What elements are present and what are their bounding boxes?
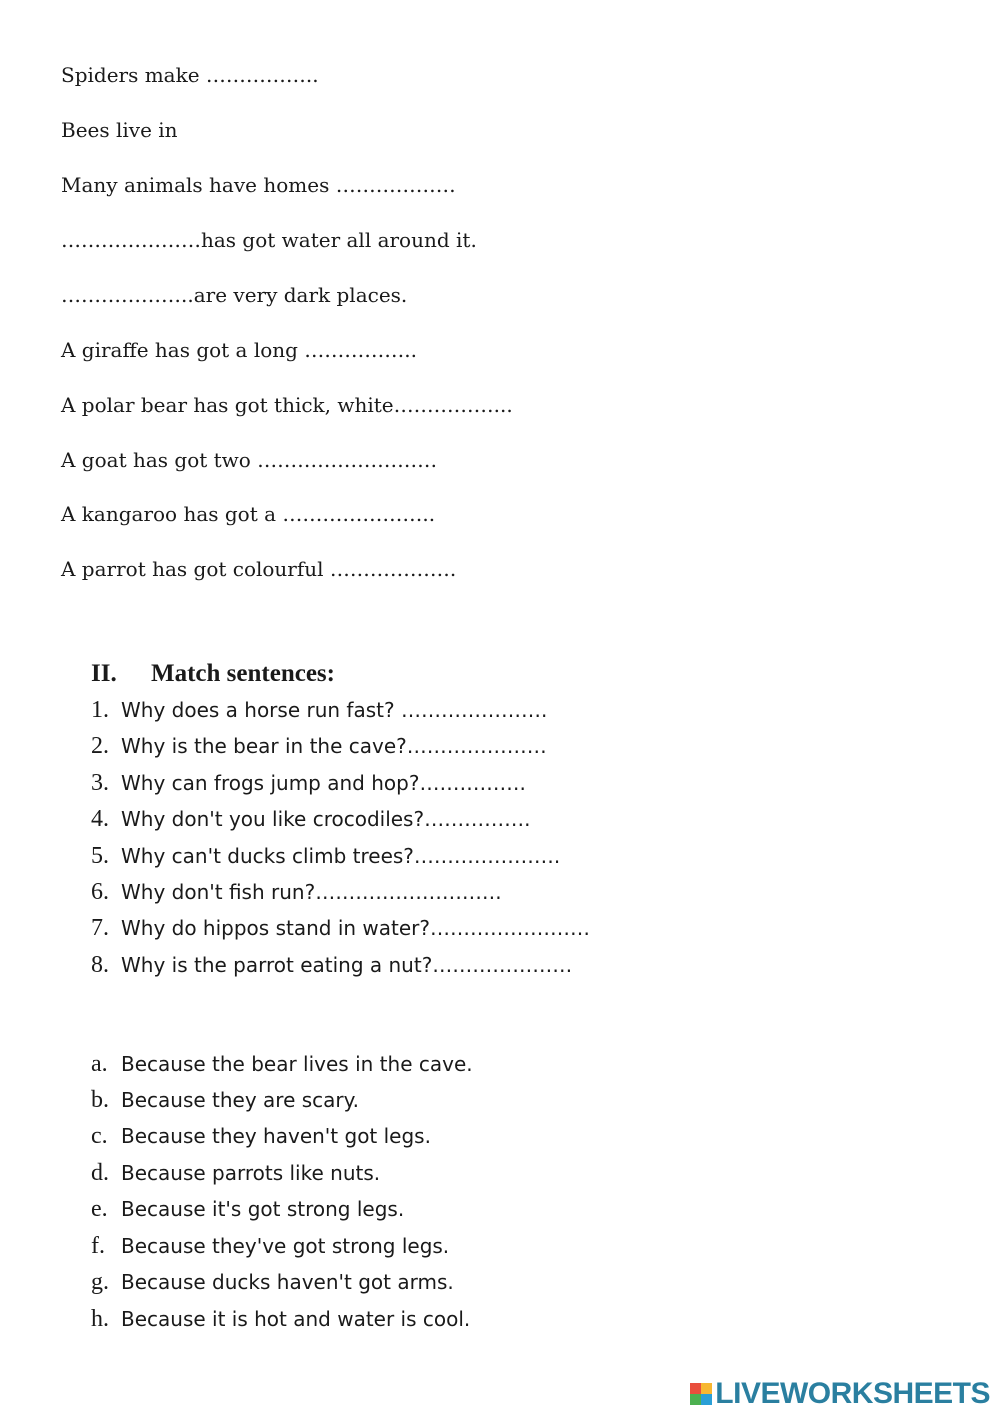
answer-text: Because it is hot and water is cool. — [121, 1307, 471, 1331]
fill-in-sentence: A goat has got two ……………………… — [61, 448, 438, 472]
fill-in-sentence: A parrot has got colourful ………………. — [61, 557, 457, 581]
answer-text: Because ducks haven't got arms. — [121, 1270, 454, 1294]
answer-item — [91, 1158, 380, 1188]
answer-letter: g. — [91, 1269, 109, 1295]
question-text: Why is the parrot eating a nut?………………… — [121, 953, 573, 977]
answer-item — [91, 1304, 470, 1334]
question-number: 1. — [91, 697, 109, 723]
answer-item — [91, 1267, 454, 1297]
answer-text: Because the bear lives in the cave. — [121, 1052, 473, 1076]
answer-letter: b. — [91, 1087, 109, 1113]
question-item — [91, 950, 572, 980]
question-item — [91, 877, 502, 907]
answer-letter: e. — [91, 1196, 108, 1222]
fill-in-sentence: Bees live in — [61, 118, 178, 142]
answer-text: Because they've got strong legs. — [121, 1234, 450, 1258]
fill-in-sentence: A giraffe has got a long …………….. — [61, 338, 418, 362]
question-text: Why can frogs jump and hop?……………. — [121, 771, 526, 795]
question-number: 2. — [91, 733, 109, 759]
question-number: 6. — [91, 879, 109, 905]
answer-letter: c. — [91, 1123, 108, 1149]
fill-in-sentence: …………………has got water all around it. — [61, 228, 477, 252]
answer-letter: h. — [91, 1306, 109, 1332]
answer-letter: d. — [91, 1160, 109, 1186]
section-numeral: II. — [91, 660, 117, 687]
answer-text: Because they haven't got legs. — [121, 1124, 431, 1148]
answer-letter: f. — [91, 1233, 105, 1259]
question-number: 8. — [91, 952, 109, 978]
question-text: Why don't you like crocodiles?……………. — [121, 807, 531, 831]
section-title: Match sentences: — [151, 660, 335, 687]
question-text: Why is the bear in the cave?………………… — [121, 734, 547, 758]
answer-text: Because they are scary. — [121, 1088, 359, 1112]
question-item — [91, 731, 547, 761]
question-text: Why can't ducks climb trees?…………………. — [121, 844, 561, 868]
answer-text: Because parrots like nuts. — [121, 1161, 381, 1185]
answer-letter: a. — [91, 1051, 108, 1077]
question-item — [91, 841, 560, 871]
fill-in-sentence: A kangaroo has got a ………………….. — [61, 502, 436, 526]
brand-name: LIVEWORKSHEETS — [715, 1377, 990, 1410]
question-number: 7. — [91, 915, 109, 941]
question-text: Why do hippos stand in water?…………………… — [121, 916, 591, 940]
liveworksheets-logo-icon — [690, 1383, 712, 1405]
answer-text: Because it's got strong legs. — [121, 1197, 405, 1221]
question-number: 4. — [91, 806, 109, 832]
liveworksheets-brand[interactable] — [690, 1374, 990, 1414]
question-text: Why does a horse run fast? …………………. — [121, 698, 548, 722]
question-item — [91, 804, 530, 834]
question-number: 5. — [91, 843, 109, 869]
answer-item — [91, 1231, 449, 1261]
answer-item — [91, 1085, 359, 1115]
fill-in-sentence: A polar bear has got thick, white……………... — [61, 393, 513, 417]
section-heading — [91, 659, 335, 689]
fill-in-sentence: Many animals have homes ……………… — [61, 173, 456, 197]
answer-item — [91, 1049, 473, 1079]
question-item — [91, 695, 547, 725]
question-item — [91, 913, 590, 943]
answer-item — [91, 1121, 431, 1151]
question-number: 3. — [91, 770, 109, 796]
answer-item — [91, 1194, 404, 1224]
question-text: Why don't fish run?………………………. — [121, 880, 502, 904]
fill-in-sentence: ………………..are very dark places. — [61, 283, 408, 307]
question-item — [91, 768, 526, 798]
fill-in-sentence: Spiders make …………….. — [61, 63, 319, 87]
